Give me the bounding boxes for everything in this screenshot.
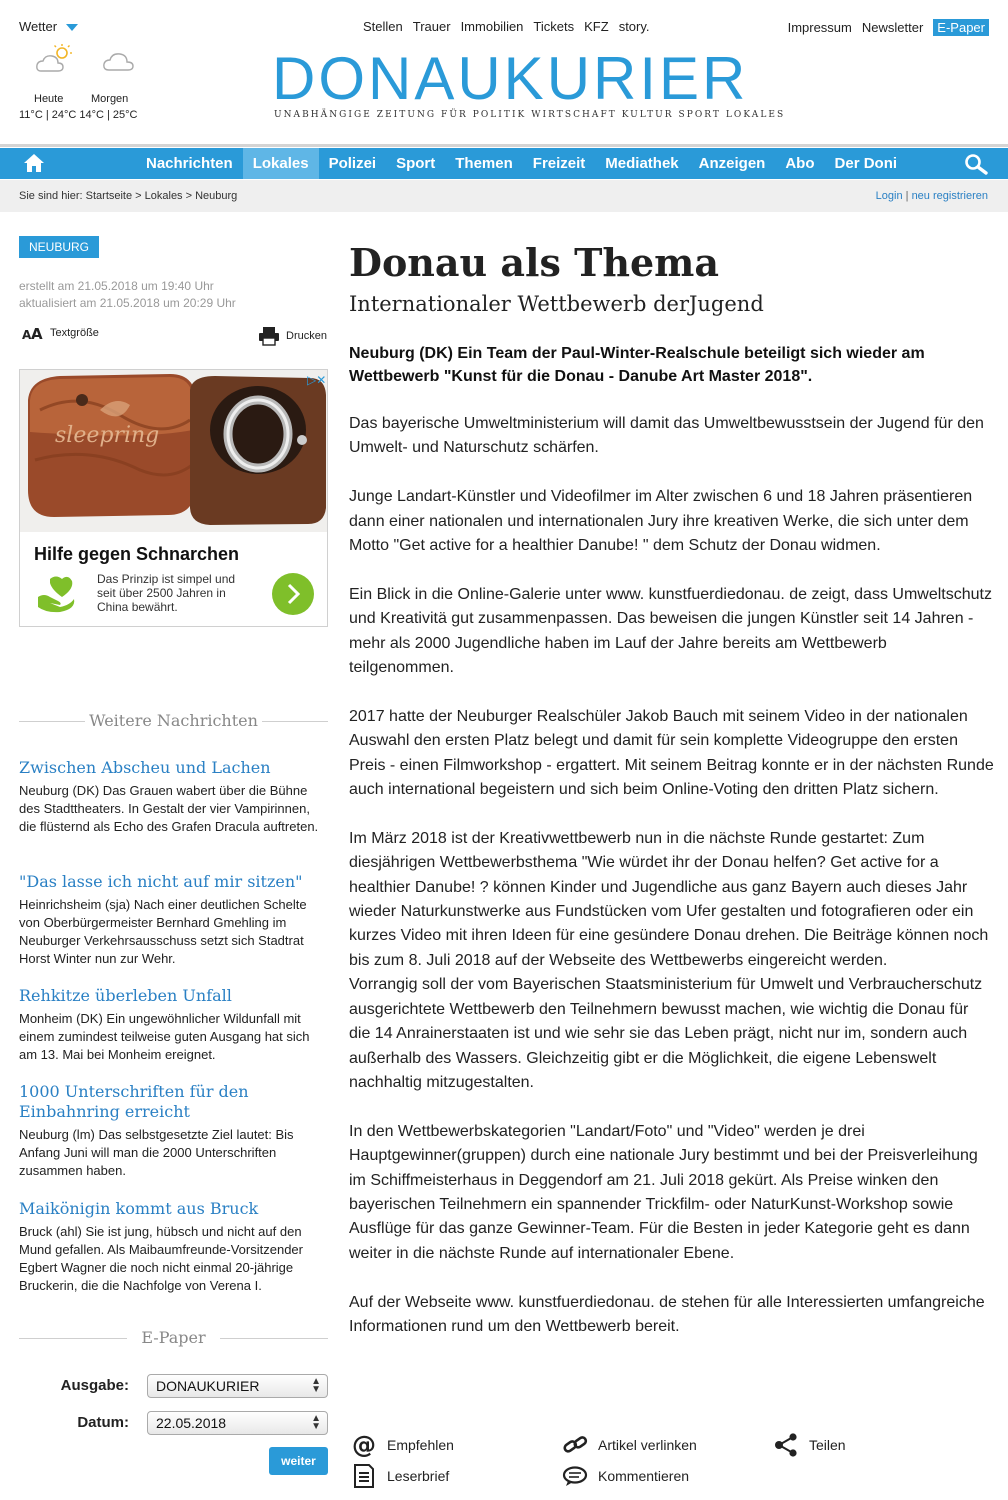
select-arrows-icon: ▲ ▼ xyxy=(311,1413,321,1432)
top-link-immobilien[interactable]: Immobilien xyxy=(460,19,524,34)
article-title: Donau als Thema xyxy=(349,240,719,285)
hand-heart-icon xyxy=(36,575,76,613)
updated-date: aktualisiert am 21.05.2018 um 20:29 Uhr xyxy=(19,296,236,310)
textsize-label: Textgröße xyxy=(50,327,99,339)
login-register xyxy=(876,190,988,202)
reader-letter-label: Leserbrief xyxy=(387,1468,450,1484)
article-paragraph: Vorrangig soll der vom Bayerischen Staatsministerium für Umwelt und Verbraucherschutz ausgerichtete Wettbewerb den Teilnehmern bewusst machen, wie wichtig die Donau für die 14 Anrainerstaaten ist und wie sehr sie das Leben prägt, nicht nur im, sondern auch außerhalb des Wassers. Gleichzeitig gibt er die Möglichkeit, die eigene Lebenswelt nachhaltig mitzugestalten. xyxy=(349,976,983,1091)
top-link-trauer[interactable]: Trauer xyxy=(412,19,451,34)
top-link-kfz[interactable]: KFZ xyxy=(584,19,609,34)
comment-label: Kommentieren xyxy=(598,1468,690,1484)
date-label: Datum: xyxy=(77,1414,129,1431)
chevron-right-icon xyxy=(272,573,314,615)
nav-themen[interactable]: Themen xyxy=(455,155,513,172)
letter-icon xyxy=(351,1464,377,1488)
news-item[interactable] xyxy=(19,872,329,968)
login-link[interactable]: Login xyxy=(875,190,903,202)
login-separator: | xyxy=(905,190,909,202)
news-title[interactable]: Zwischen Abscheu und Lachen xyxy=(19,758,271,777)
ad-image xyxy=(20,370,327,532)
news-item[interactable] xyxy=(19,1082,329,1180)
edition-row xyxy=(19,1374,329,1398)
print-label: Drucken xyxy=(286,330,327,342)
nav-abo[interactable]: Abo xyxy=(785,155,815,172)
article-paragraph: In den Wettbewerbskategorien "Landart/Foto" und "Video" werden je drei Hauptgewinner(gruppen) durch eine nationale Jury bestimmt und bei der Preisverleihung im Schiffmeisterhaus in Deggendorf am 21. Juli 2018 gekürt. Als Preise winken den bayerischen Teilnehmern ein spannender Trickfilm- oder NaturKunst-Workshop sowie Ausflüge für das ganze Gewinner-Team. Für die Besten in jeder Kategorie geht es dann weiter in die nächste Runde auf internationaler Ebene. xyxy=(349,1122,978,1262)
site-logo[interactable]: DONAUKURIER xyxy=(272,45,749,112)
textsize-tool[interactable] xyxy=(22,326,99,340)
share-icon xyxy=(773,1433,799,1457)
nav-lokales[interactable]: Lokales xyxy=(243,148,319,179)
top-link-stellen[interactable]: Stellen xyxy=(363,19,403,34)
nav-der-doni[interactable]: Der Doni xyxy=(834,155,898,172)
svg-text:@: @ xyxy=(352,1433,376,1457)
news-teaser: Heinrichsheim (sja) Nach einer deutlichen Schelte von Oberbürgermeister Bernhard Gmehling im Neuburger Verkehrsausschuss setzt sich Stadtrat Horst Winter nun zur Wehr. xyxy=(19,897,307,966)
news-teaser: Neuburg (DK) Das Grauen wabert über die Bühne des Stadttheaters. In Gestalt der vier Vampirinnen, die flüsternd als Echo des Grafen Dracula auftreten. xyxy=(19,783,319,834)
nav-anzeigen[interactable]: Anzeigen xyxy=(698,155,766,172)
top-link-story[interactable]: story. xyxy=(618,19,650,34)
ad-brand: sleepring xyxy=(55,423,160,448)
print-tool[interactable] xyxy=(258,326,327,346)
recommend-action[interactable] xyxy=(351,1433,454,1457)
breadcrumb-bar xyxy=(0,180,1008,212)
article-paragraph: Junge Landart-Künstler und Videofilmer im Alter zwischen 6 und 18 Jahren präsentieren dann einer nationalen und internationalen Jury ihre kreativen Werke, die sich unter dem Motto "Get active for a healthier Danube! " dem Schutz der Donau widmen. xyxy=(349,488,973,555)
article-paragraph: Auf der Webseite www. kunstfuerdiedonau. de stehen für alle Interessierten umfangreiche Informationen rund um den Wettbewerb bereit. xyxy=(349,1293,985,1335)
advertisement[interactable] xyxy=(19,369,328,627)
weather-today-label: Heute xyxy=(34,93,64,105)
at-sign-icon xyxy=(351,1433,377,1457)
select-arrows-icon: ▲ ▼ xyxy=(311,1376,321,1395)
site-header xyxy=(0,0,1008,145)
main-navigation xyxy=(0,148,1008,179)
edition-label: Ausgabe: xyxy=(60,1377,129,1394)
news-title[interactable]: Maikönigin kommt aus Bruck xyxy=(19,1199,259,1218)
news-teaser: Monheim (DK) Ein ungewöhnlicher Wildunfall mit einem zumindest teilweise guten Ausgang hat sich am 13. Mai bei Monheim ereignet. xyxy=(19,1011,310,1062)
weather-tomorrow-label: Morgen xyxy=(91,93,129,105)
news-item[interactable] xyxy=(19,986,329,1064)
article-paragraph: Das bayerische Umweltministerium will damit das Umweltbewusstsein der Jugend für den Umwelt- und Naturschutz schärfen. xyxy=(349,415,984,457)
news-item[interactable] xyxy=(19,1199,329,1295)
nav-items xyxy=(136,148,907,179)
epaper-title: E-Paper xyxy=(141,1328,206,1347)
edition-select[interactable] xyxy=(147,1374,328,1398)
newsletter-link[interactable]: Newsletter xyxy=(861,20,924,35)
share-label: Teilen xyxy=(809,1437,846,1453)
impressum-link[interactable]: Impressum xyxy=(787,20,852,35)
textsize-icon xyxy=(22,326,44,340)
news-title[interactable]: "Das lasse ich nicht auf mir sitzen" xyxy=(19,872,303,891)
nav-sport[interactable]: Sport xyxy=(396,155,436,172)
link-article-label: Artikel verlinken xyxy=(598,1437,697,1453)
ad-choices-icon[interactable]: ▷✕ xyxy=(307,373,327,387)
link-article-action[interactable] xyxy=(562,1433,697,1457)
news-title[interactable]: Rehkitze überleben Unfall xyxy=(19,986,232,1005)
site-tagline: UNABHÄNGIGE ZEITUNG FÜR POLITIK WIRTSCHAFT KULTUR SPORT LOKALES xyxy=(274,110,786,120)
news-teaser: Bruck (ahl) Sie ist jung, hübsch und nicht auf den Mund gefallen. Als Maibaumfreunde-Vorsitzender Egbert Wagner die noch nicht einmal 20-jährige Bruckerin, die die Nachfolge von Verena I. xyxy=(19,1224,303,1293)
top-link-tickets[interactable]: Tickets xyxy=(533,19,575,34)
edition-value: DONAUKURIER xyxy=(156,1378,260,1394)
sun-cloud-icon xyxy=(35,44,75,74)
article-paragraph: Im März 2018 ist der Kreativwettbewerb nun in die nächste Runde gestartet: Zum diesjährigen Wettbewerbsthema "Wie würdet ihr der Donau helfen? Get active for a healthier Danube! ? können Kinder und Jugendliche aus ganz Bayern auch dieses Jahr wieder Naturkunstwerke aus Fundstücken vom Ufer gestalten und fotografieren oder ein kurzes Video mit ihren Ideen für eine gesündere Donau drehen. Die Beiträge können noch bis zum 8. Juli 2018 auf der Webseite des Wettbewerbs eingereicht werden. xyxy=(349,829,989,969)
section-tag[interactable]: NEUBURG xyxy=(19,236,99,258)
cloud-icon xyxy=(101,44,141,74)
article-paragraph: 2017 hatte der Neuburger Realschüler Jakob Bauch mit seinem Video in der nationalen Auswahl den ersten Platz belegt und damit für sein komplette Videogruppe den ersten Preis - einen Filmworkshop - ergattert. Mit seinem Beitrag konnte er in der nächsten Runde auch international begeistern und sich beim Online-Voting den dritten Platz sichern. xyxy=(349,707,994,799)
nav-polizei[interactable]: Polizei xyxy=(328,155,377,172)
article-lead: Neuburg (DK) Ein Team der Paul-Winter-Realschule beteiligt sich wieder am Wettbewerb "Kunst für die Donau - Danube Art Master 2018". xyxy=(349,345,925,385)
article-subtitle: Internationaler Wettbewerb derJugend xyxy=(349,292,764,316)
top-right-links xyxy=(788,19,989,36)
weather-temperatures: 11°C | 24°C 14°C | 25°C xyxy=(19,109,138,121)
comment-action[interactable] xyxy=(562,1464,689,1488)
reader-letter-action[interactable] xyxy=(351,1464,449,1488)
article-body xyxy=(349,412,994,1364)
share-action[interactable] xyxy=(773,1433,846,1457)
nav-nachrichten[interactable]: Nachrichten xyxy=(146,155,233,172)
date-row xyxy=(19,1411,329,1435)
created-date: erstellt am 21.05.2018 um 19:40 Uhr xyxy=(19,279,214,293)
printer-icon xyxy=(258,326,280,346)
chevron-down-icon[interactable] xyxy=(66,24,78,31)
epaper-heading xyxy=(19,1328,328,1348)
date-value: 22.05.2018 xyxy=(156,1415,227,1431)
article-paragraph: Ein Blick in die Online-Galerie unter www. kunstfuerdiedonau. de zeigt, dass Umweltschutz und Kreativitä gut zusammenpassen. Das beweisen die jungen Künstler seit 14 Jahren - mehr als 2000 Jugendliche haben im Lauf der Jahre bereits am Wettbewerb teilgenommen. xyxy=(349,585,992,677)
nav-mediathek[interactable]: Mediathek xyxy=(605,155,679,172)
svg-text:A: A xyxy=(31,326,43,340)
news-teaser: Neuburg (lm) Das selbstgesetzte Ziel lautet: Bis Anfang Juni will man die 2000 Unterschriften zusammen haben. xyxy=(19,1127,294,1178)
ad-text: Das Prinzip ist simpel und seit über 2500 Jahren in China bewährt. xyxy=(97,572,236,614)
weather-dropdown-label[interactable]: Wetter xyxy=(19,19,58,34)
epaper-submit-button[interactable]: weiter xyxy=(269,1447,328,1475)
chain-link-icon xyxy=(562,1433,588,1457)
news-item[interactable] xyxy=(19,758,329,836)
ad-cta-button[interactable] xyxy=(272,573,314,615)
more-news-title: Weitere Nachrichten xyxy=(89,711,258,730)
news-title[interactable]: 1000 Unterschriften für den Einbahnring erreicht xyxy=(19,1082,249,1121)
search-icon[interactable] xyxy=(964,153,988,175)
ad-title[interactable]: Hilfe gegen Schnarchen xyxy=(34,544,240,564)
header-divider xyxy=(0,144,1008,147)
breadcrumb[interactable]: Sie sind hier: Startseite > Lokales > Neuburg xyxy=(19,190,238,202)
more-news-heading xyxy=(19,711,328,731)
epaper-link[interactable]: E-Paper xyxy=(933,19,989,36)
top-service-links xyxy=(363,19,650,34)
home-icon[interactable] xyxy=(23,153,45,173)
register-link[interactable]: neu registrieren xyxy=(911,190,988,202)
comment-icon xyxy=(562,1464,588,1488)
recommend-label: Empfehlen xyxy=(387,1437,454,1453)
nav-freizeit[interactable]: Freizeit xyxy=(532,155,586,172)
svg-text:A: A xyxy=(22,328,32,340)
date-select[interactable] xyxy=(147,1411,328,1435)
